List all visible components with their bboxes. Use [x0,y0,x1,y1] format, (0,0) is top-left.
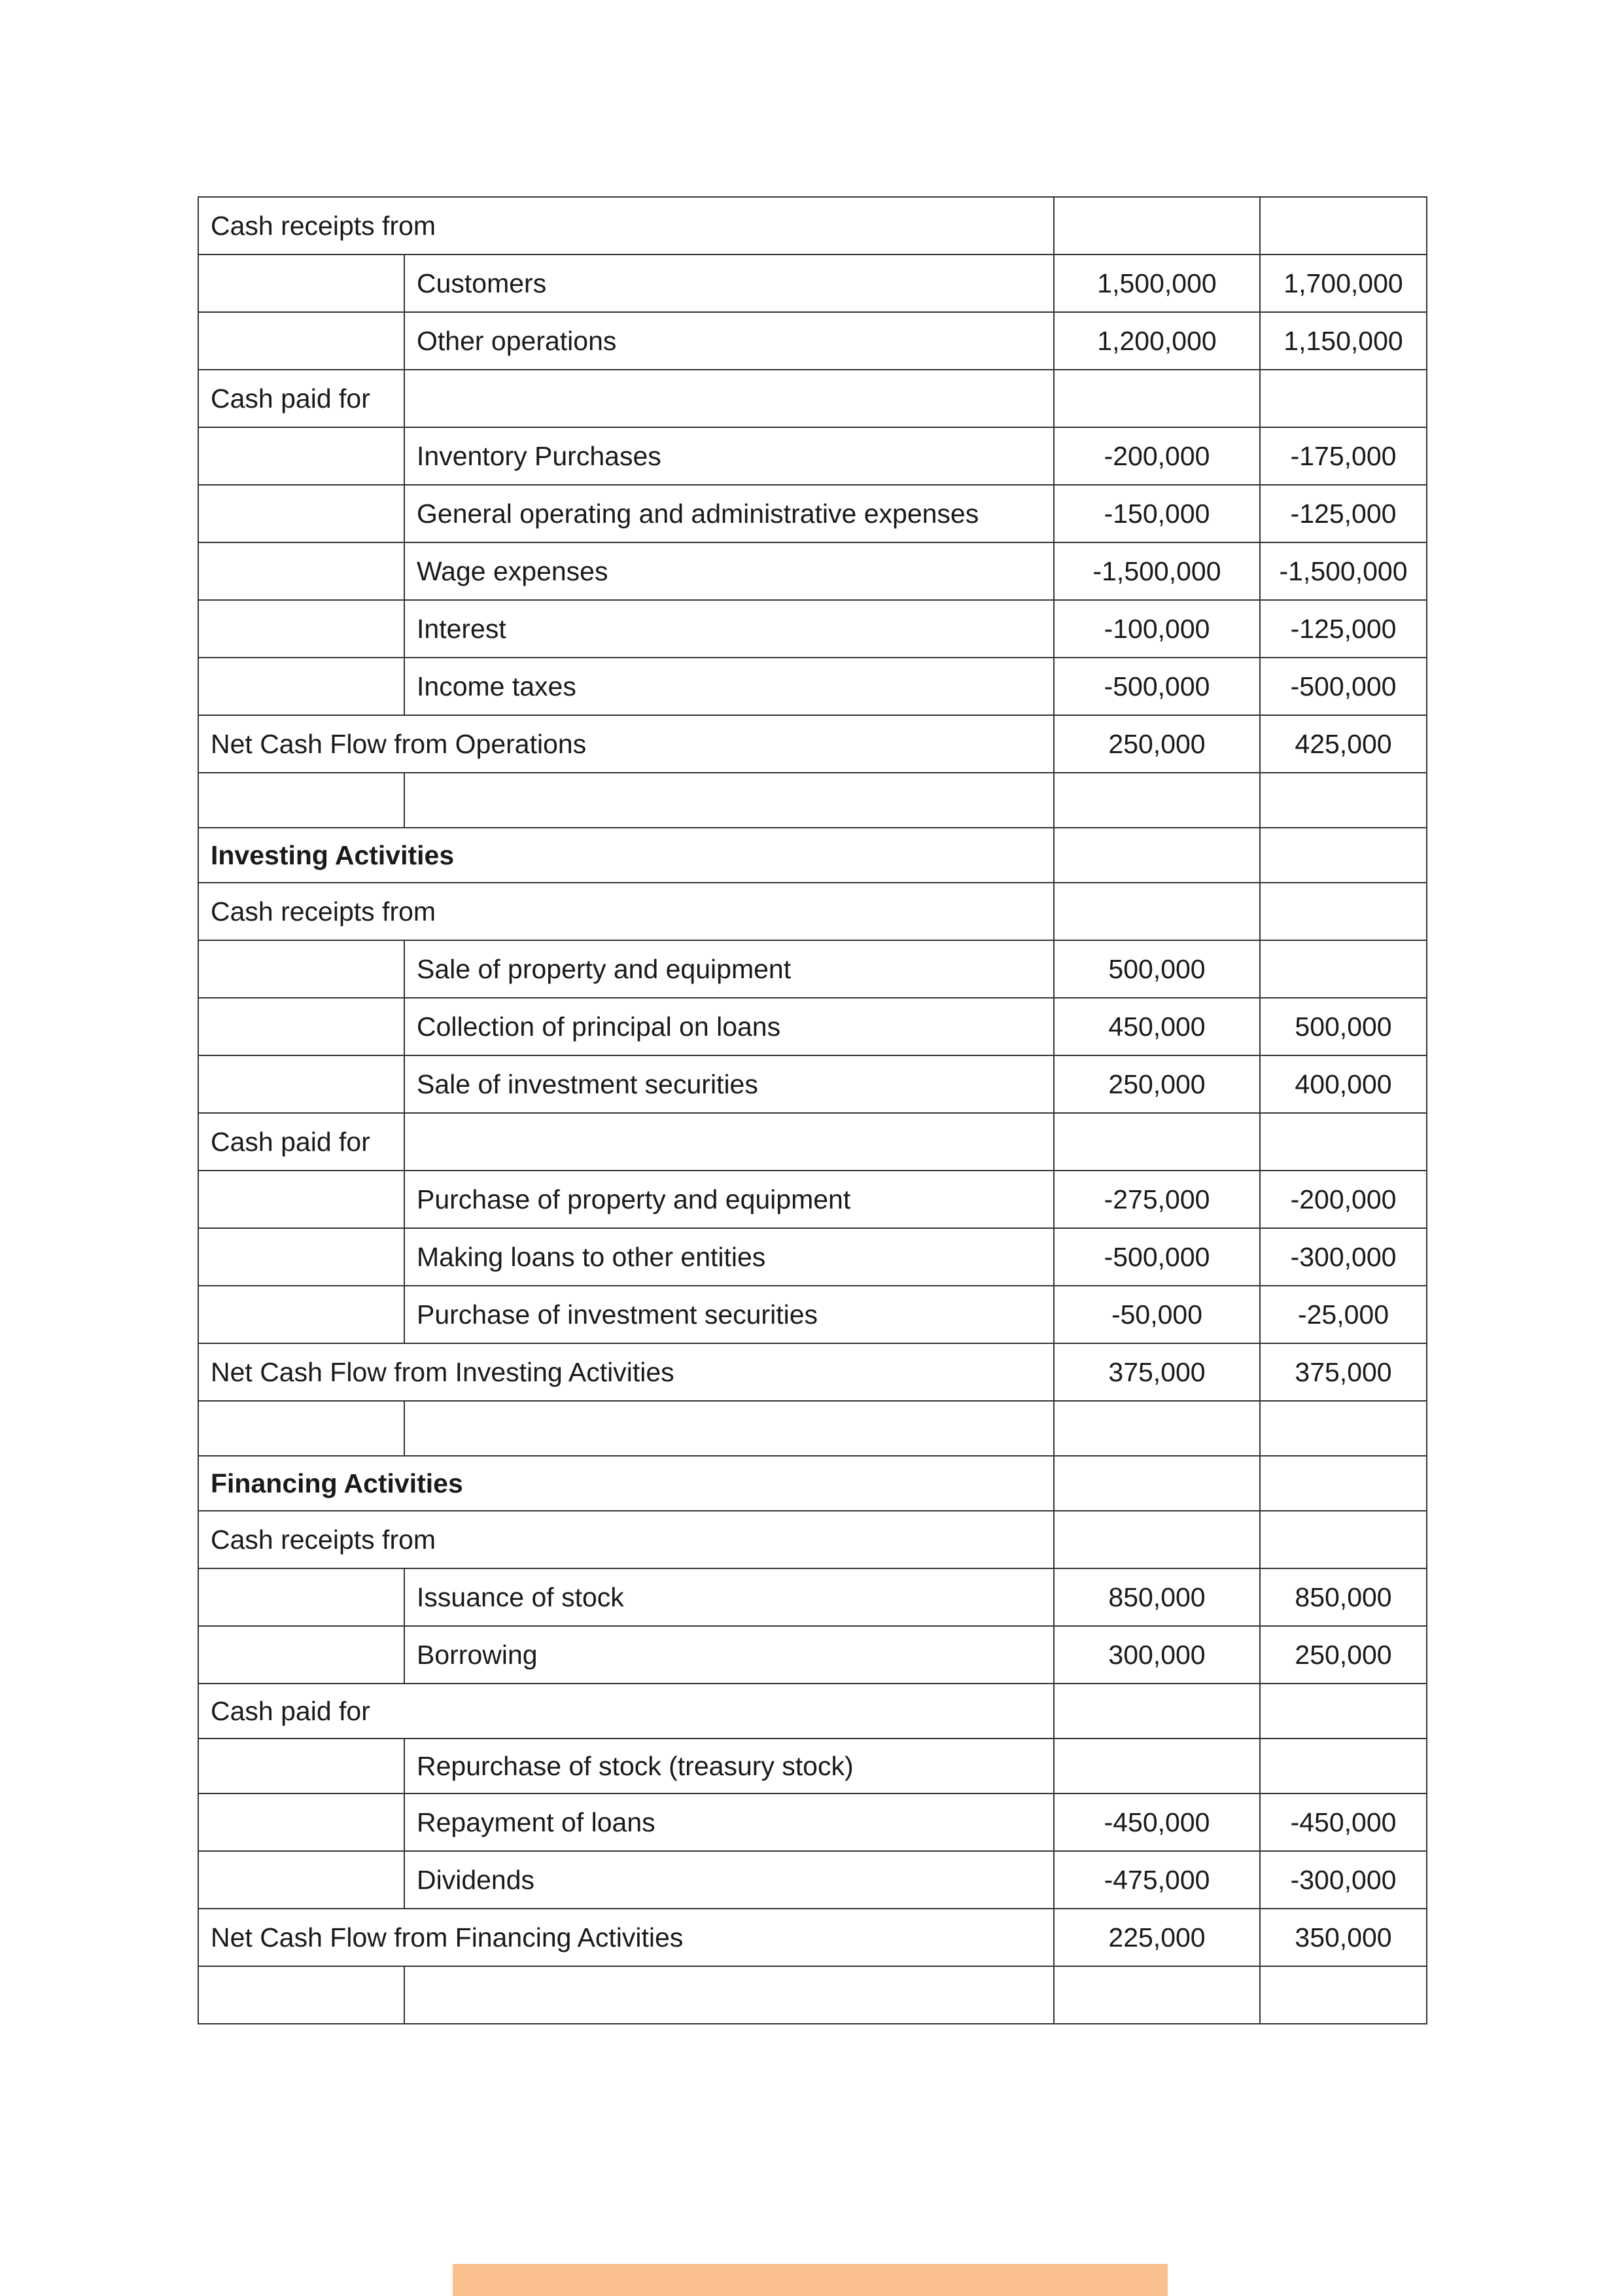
value-prior: 375,000 [1260,1343,1427,1401]
indent-cell [198,485,404,542]
table-row [198,427,1427,485]
value-prior [1260,1456,1427,1511]
value-prior [1260,1684,1427,1739]
value-prior: 400,000 [1260,1055,1427,1113]
table-row [198,600,1427,658]
total-label: Net Cash Flow from Financing Activities [198,1909,1054,1966]
value-prior [1260,1511,1427,1568]
table-row [198,1113,1427,1171]
row-label: General operating and administrative expenses [404,485,1054,542]
table-row [198,370,1427,427]
value-prior: -1,500,000 [1260,542,1427,600]
value-current: -475,000 [1054,1851,1260,1909]
indent-cell [198,940,404,998]
value-current: -200,000 [1054,427,1260,485]
indent-cell [198,1966,404,2024]
row-label: Issuance of stock [404,1568,1054,1626]
row-label: Purchase of property and equipment [404,1171,1054,1228]
group-label: Cash paid for [198,1684,1054,1739]
value-current [1054,1684,1260,1739]
table-row [198,1343,1427,1401]
value-prior: 350,000 [1260,1909,1427,1966]
row-label: Wage expenses [404,542,1054,600]
row-label: Repayment of loans [404,1793,1054,1851]
value-prior: 250,000 [1260,1626,1427,1684]
table-row [198,1171,1427,1228]
indent-cell [198,658,404,715]
table-row [198,1511,1427,1568]
footer-accent-bar [453,2264,1168,2296]
indent-cell [198,255,404,312]
indent-cell [198,1055,404,1113]
value-prior [1260,1966,1427,2024]
value-current: -100,000 [1054,600,1260,658]
value-current: -150,000 [1054,485,1260,542]
table-row [198,312,1427,370]
table-row [198,1684,1427,1739]
table-row [198,255,1427,312]
row-label: Borrowing [404,1626,1054,1684]
value-current: 250,000 [1054,1055,1260,1113]
indent-cell [198,773,404,828]
empty-cell [404,370,1054,427]
value-prior [1260,883,1427,940]
row-label: Making loans to other entities [404,1228,1054,1286]
cash-flow-table [198,196,1427,2024]
value-prior [1260,197,1427,255]
value-prior [1260,773,1427,828]
table-row [198,1909,1427,1966]
indent-cell [198,1228,404,1286]
value-current [1054,773,1260,828]
value-current: 500,000 [1054,940,1260,998]
value-current [1054,1739,1260,1793]
row-label [404,1966,1054,2024]
row-label: Interest [404,600,1054,658]
value-current [1054,1966,1260,2024]
value-current: 1,200,000 [1054,312,1260,370]
indent-cell [198,542,404,600]
table-row [198,773,1427,828]
table-row [198,1966,1427,2024]
indent-cell [198,998,404,1055]
table-row [198,828,1427,883]
indent-cell [198,1739,404,1793]
section-heading: Financing Activities [198,1456,1054,1511]
row-label: Purchase of investment securities [404,1286,1054,1343]
value-prior [1260,1113,1427,1171]
value-prior: -25,000 [1260,1286,1427,1343]
table-row [198,1851,1427,1909]
row-label: Collection of principal on loans [404,998,1054,1055]
value-current [1054,1401,1260,1456]
value-current: -500,000 [1054,1228,1260,1286]
table-row [198,883,1427,940]
value-current [1054,1113,1260,1171]
row-label [404,773,1054,828]
table-row [198,940,1427,998]
row-label [404,1401,1054,1456]
value-current [1054,1456,1260,1511]
row-label: Inventory Purchases [404,427,1054,485]
indent-cell [198,1851,404,1909]
value-prior: 425,000 [1260,715,1427,773]
table-row [198,715,1427,773]
table-row [198,1456,1427,1511]
value-current: 250,000 [1054,715,1260,773]
indent-cell [198,312,404,370]
section-heading: Investing Activities [198,828,1054,883]
indent-cell [198,1401,404,1456]
value-prior: 1,150,000 [1260,312,1427,370]
table-row [198,998,1427,1055]
table-row [198,1739,1427,1793]
indent-cell [198,427,404,485]
value-current [1054,883,1260,940]
value-prior: -200,000 [1260,1171,1427,1228]
value-current: -50,000 [1054,1286,1260,1343]
group-label: Cash paid for [198,1113,404,1171]
indent-cell [198,1286,404,1343]
row-label: Income taxes [404,658,1054,715]
table-row [198,1568,1427,1626]
value-prior [1260,828,1427,883]
table-row [198,1401,1427,1456]
table-row [198,1286,1427,1343]
value-current: 850,000 [1054,1568,1260,1626]
value-current: 225,000 [1054,1909,1260,1966]
value-prior [1260,940,1427,998]
value-prior: -300,000 [1260,1851,1427,1909]
value-current: -1,500,000 [1054,542,1260,600]
table-row [198,1626,1427,1684]
indent-cell [198,1171,404,1228]
value-prior [1260,1739,1427,1793]
value-current [1054,1511,1260,1568]
total-label: Net Cash Flow from Operations [198,715,1054,773]
table-row [198,542,1427,600]
indent-cell [198,1793,404,1851]
group-label: Cash receipts from [198,197,1054,255]
group-label: Cash receipts from [198,1511,1054,1568]
value-prior: -125,000 [1260,485,1427,542]
value-current: -500,000 [1054,658,1260,715]
value-prior: -175,000 [1260,427,1427,485]
value-prior: -125,000 [1260,600,1427,658]
total-label: Net Cash Flow from Investing Activities [198,1343,1054,1401]
value-prior [1260,370,1427,427]
value-prior: -450,000 [1260,1793,1427,1851]
value-prior: -500,000 [1260,658,1427,715]
table-row [198,1793,1427,1851]
row-label: Dividends [404,1851,1054,1909]
value-current [1054,370,1260,427]
value-current: -450,000 [1054,1793,1260,1851]
empty-cell [404,1113,1054,1171]
indent-cell [198,600,404,658]
value-current: 300,000 [1054,1626,1260,1684]
indent-cell [198,1568,404,1626]
value-prior: -300,000 [1260,1228,1427,1286]
value-prior: 1,700,000 [1260,255,1427,312]
value-current: -275,000 [1054,1171,1260,1228]
indent-cell [198,1626,404,1684]
group-label: Cash receipts from [198,883,1054,940]
value-prior: 500,000 [1260,998,1427,1055]
value-current: 1,500,000 [1054,255,1260,312]
table-row [198,485,1427,542]
row-label: Repurchase of stock (treasury stock) [404,1739,1054,1793]
value-prior: 850,000 [1260,1568,1427,1626]
value-current: 375,000 [1054,1343,1260,1401]
value-current [1054,197,1260,255]
table-row [198,197,1427,255]
row-label: Sale of property and equipment [404,940,1054,998]
group-label: Cash paid for [198,370,404,427]
row-label: Sale of investment securities [404,1055,1054,1113]
row-label: Other operations [404,312,1054,370]
value-current [1054,828,1260,883]
row-label: Customers [404,255,1054,312]
table-row [198,1228,1427,1286]
value-current: 450,000 [1054,998,1260,1055]
table-row [198,1055,1427,1113]
table-row [198,658,1427,715]
value-prior [1260,1401,1427,1456]
